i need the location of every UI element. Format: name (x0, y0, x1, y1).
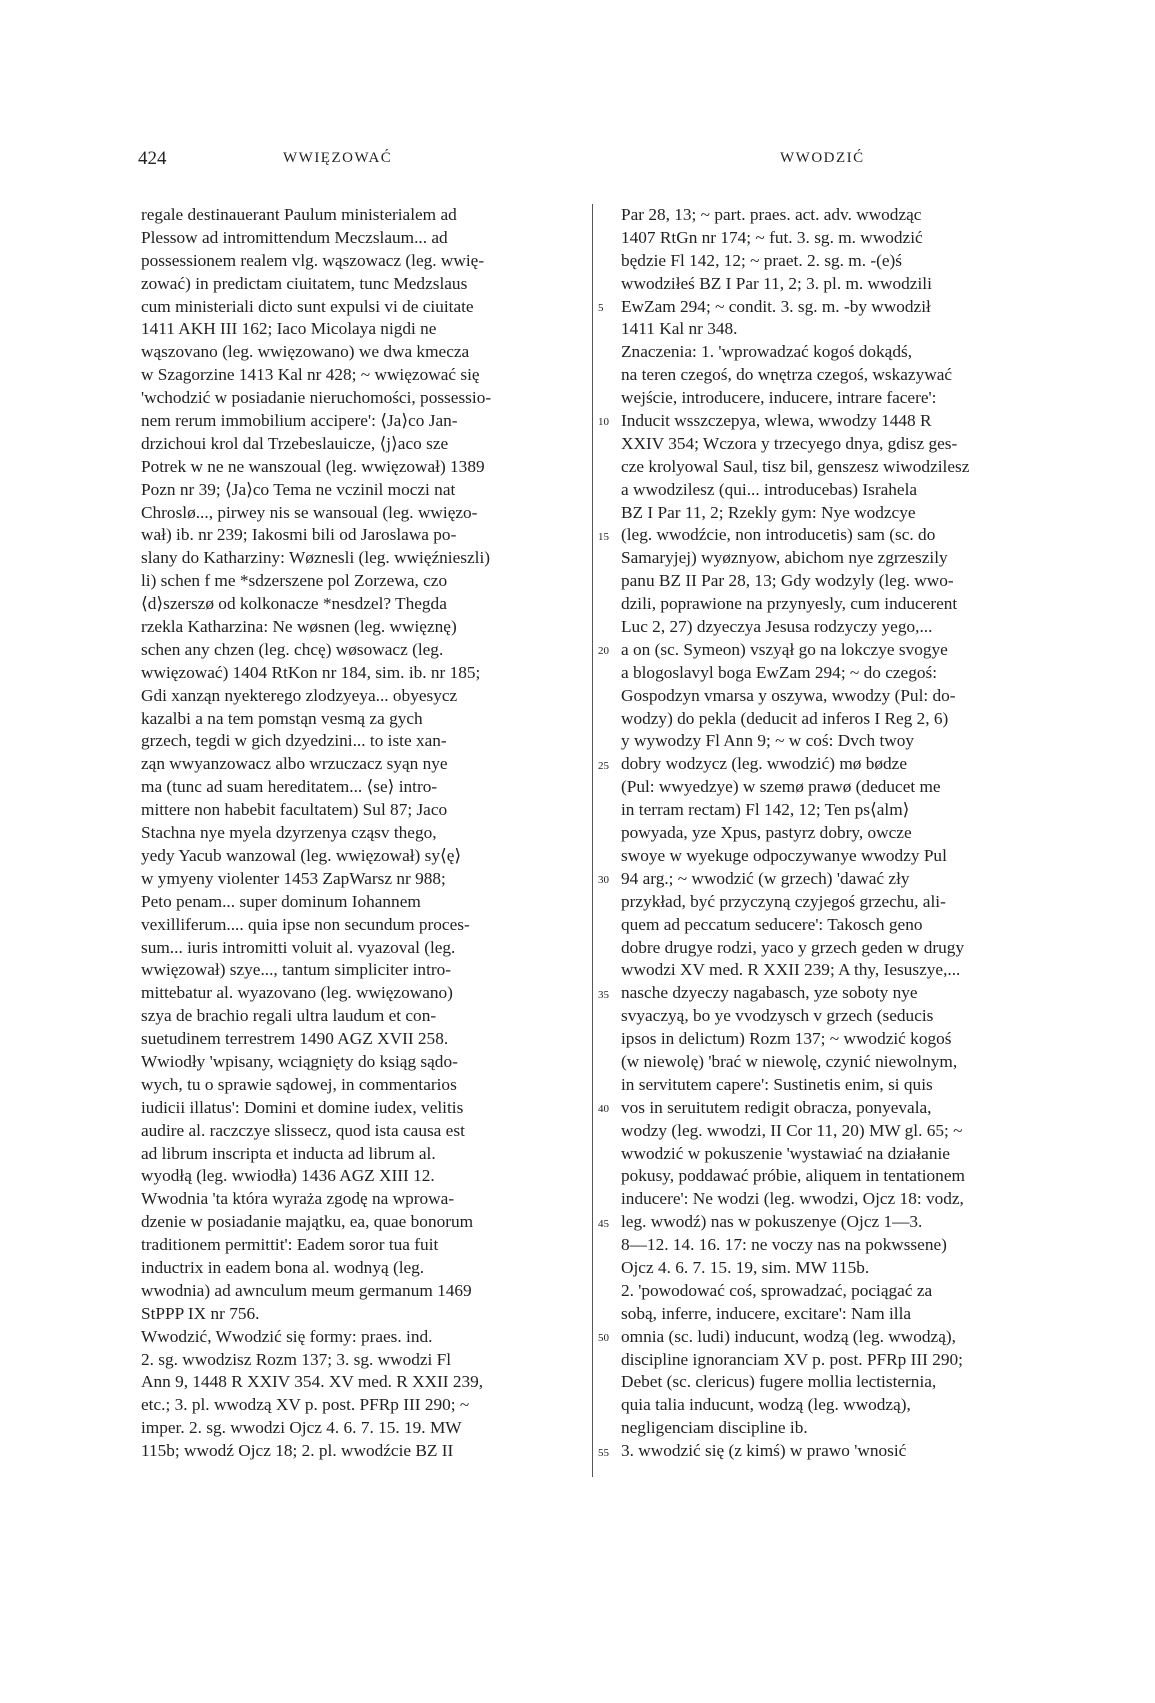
running-head-left: WWIĘZOWAĆ (283, 150, 393, 166)
text-line: a blogoslavyl boga EwZam 294; ~ do czegoś: (621, 662, 938, 682)
right-column (621, 204, 1048, 1463)
running-head-right: WWODZIĆ (780, 150, 865, 166)
text-line: 2. sg. wwodzisz Rozm 137; 3. sg. wwodzi Fl (141, 1349, 452, 1369)
text-line: mittebatur al. wyazovano (leg. wwięzowano) (141, 983, 453, 1003)
text-line: a on (sc. Symeon) vszyął go na lokczye svogye (621, 639, 948, 659)
line-number: 45 (598, 1217, 609, 1230)
text-line: sobą, inferre, inducere, excitare': Nam illa (621, 1303, 912, 1323)
text-line: 1407 RtGn nr 174; ~ fut. 3. sg. m. wwodzić (621, 227, 923, 247)
text-line: szya de brachio regali ultra laudum et con- (141, 1006, 437, 1026)
text-line: Ojcz 4. 6. 7. 15. 19, sim. MW 115b. (621, 1257, 870, 1277)
text-line: wwodzi XV med. R XXII 239; A thy, Iesuszye,... (621, 960, 961, 980)
text-line: przykład, być przyczyną czyjegoś grzechu, ali- (621, 891, 946, 911)
line-number: 15 (598, 530, 609, 543)
text-line: 1411 AKH III 162; Iaco Micolaya nigdi ne (141, 319, 437, 339)
text-line: Plessow ad intromittendum Meczslaum... ad (141, 227, 448, 247)
text-line: slany do Katharziny: Wøznesli (leg. wwięźnieszli) (141, 548, 491, 568)
text-line: Par 28, 13; ~ part. praes. act. adv. wwodząc (621, 205, 922, 224)
text-line: Inducit wsszczepya, wlewa, wwodzy 1448 R (621, 411, 932, 431)
text-line: (Pul: wwyedzye) w szemø prawø (deducet me (621, 777, 941, 797)
text-line: 115b; wwodź Ojcz 18; 2. pl. wwodźcie BZ II (141, 1441, 454, 1461)
text-line: kazalbi a na tem pomstąn vesmą za gych (141, 708, 423, 728)
text-line: 3. wwodzić się (z kimś) w prawo 'wnosić (621, 1441, 907, 1461)
text-line: sum... iuris intromitti voluit al. vyazoval (leg. (141, 937, 456, 957)
line-number: 20 (598, 645, 609, 658)
text-line: Gospodzyn vmarsa y oszywa, wwodzy (Pul: do- (621, 685, 956, 705)
text-line: Potrek w ne ne wanszoual (leg. wwięzował) 1389 (141, 456, 485, 476)
text-line: in servitutem capere': Sustinetis enim, si quis (621, 1074, 933, 1094)
text-line: rzekla Katharzina: Ne wøsnen (leg. wwięznę) (141, 617, 457, 637)
text-line: Pozn nr 39; ⟨Ja⟩co Tema ne vczinil moczi nat (141, 479, 456, 499)
text-line: ma (tunc ad suam hereditatem... ⟨se⟩ intro- (141, 777, 438, 797)
text-line: wąszovano (leg. wwięzowano) we dwa kmecza (141, 342, 470, 362)
page-header (0, 148, 1155, 178)
text-line: nem rerum immobilium accipere': ⟨Ja⟩co Jan- (141, 411, 458, 431)
text-line: leg. wwodź) nas w pokuszenye (Ojcz 1—3. (621, 1212, 923, 1232)
text-line: ipsos in delictum) Rozm 137; ~ wwodzić kogoś (621, 1029, 952, 1049)
text-line: Ann 9, 1448 R XXIV 354. XV med. R XXII 239, (141, 1372, 484, 1392)
text-line: drzichoui krol dal Trzebeslauicze, ⟨j⟩aco sze (141, 433, 449, 453)
text-line: audire al. raczczye slissecz, quod ista causa est (141, 1120, 465, 1140)
text-line: 8—12. 14. 16. 17: ne voczy nas na pokwssene) (621, 1235, 947, 1255)
text-line: BZ I Par 11, 2; Rzekly gym: Nye wodzcye (621, 502, 916, 522)
text-line: nasche dzyeczy nagabasch, yze soboty nye (621, 983, 918, 1003)
text-line: Gdi xanząn nyekterego zlodzyeya... obyesycz (141, 685, 458, 705)
text-line: discipline ignoranciam XV p. post. PFRp III 290; (621, 1349, 963, 1369)
text-line: y wywodzy Fl Ann 9; ~ w coś: Dvch twoy (621, 731, 915, 751)
text-line: Stachna nye myela dzyrzenya cząsv thego, (141, 823, 437, 843)
text-line: Peto penam... super dominum Iohannem (141, 891, 421, 911)
text-line: zować) in predictam ciuitatem, tunc Medzslaus (141, 273, 468, 293)
text-line: negligenciam discipline ib. (621, 1418, 808, 1438)
text-line: wych, tu o sprawie sądowej, in commentarios (141, 1074, 457, 1094)
line-number: 10 (598, 416, 609, 429)
text-line: Samaryjej) wyøznyow, abichom nye zgrzeszily (621, 548, 948, 568)
text-line: schen any chzen (leg. chcę) wøsowacz (leg. (141, 639, 444, 659)
text-line: EwZam 294; ~ condit. 3. sg. m. -by wwodził (621, 296, 931, 316)
text-line: wwodziłeś BZ I Par 11, 2; 3. pl. m. wwodzili (621, 273, 932, 293)
text-line: wwięzował) szye..., tantum simpliciter intro- (141, 960, 452, 980)
text-line: cze krolyowal Saul, tisz bil, genszesz wiwodzilesz (621, 456, 970, 476)
text-line: vexilliferum.... quia ipse non secundum proces- (141, 914, 470, 934)
text-line: a wwodzilesz (qui... introducebas) Israhela (621, 479, 918, 499)
text-line: inducere': Ne wodzi (leg. wwodzi, Ojcz 18: vodz, (621, 1189, 964, 1209)
text-line: ⟨d⟩szerszø od kolkonacze *nesdzel? Thegda (141, 594, 447, 614)
text-line: dobre drugye rodzi, yaco y grzech geden w drugy (621, 937, 965, 957)
text-line: grzech, tegdi w gich dzyedzini... to iste xan- (141, 731, 447, 751)
text-line: dzili, poprawione na przynyesly, cum inducerent (621, 594, 958, 614)
text-line: imper. 2. sg. wwodzi Ojcz 4. 6. 7. 15. 19. MW (141, 1418, 462, 1438)
text-line: ad librum inscripta et inducta ad librum al. (141, 1143, 436, 1163)
line-number: 30 (598, 874, 609, 887)
text-line: pokusy, poddawać próbie, aliquem in tentationem (621, 1166, 965, 1186)
text-line: wyodłą (leg. wwiodła) 1436 AGZ XIII 12. (141, 1166, 435, 1186)
text-line: Luc 2, 27) dzyeczya Jesusa rodzyczy yego,... (621, 617, 933, 637)
text-line: wodzy (leg. wwodzi, II Cor 11, 20) MW gl. 65; ~ (621, 1120, 963, 1140)
text-line: 94 arg.; ~ wwodzić (w grzech) 'dawać zły (621, 868, 910, 888)
text-line: mittere non habebit facultatem) Sul 87; Jaco (141, 800, 448, 820)
text-line: w ymyeny violenter 1453 ZapWarsz nr 988; (141, 868, 446, 888)
text-line: wwięzować) 1404 RtKon nr 184, sim. ib. nr 185; (141, 662, 481, 682)
text-line: quem ad peccatum seducere': Takosch geno (621, 914, 923, 934)
text-line: swoye w wyekuge odpoczywanye wwodzy Pul (621, 845, 947, 865)
line-number: 55 (598, 1446, 609, 1459)
text-line: inductrix in eadem bona al. wodnyą (leg. (141, 1257, 425, 1277)
text-line: Znaczenia: 1. 'wprowadzać kogoś dokądś, (621, 342, 913, 362)
column-divider (592, 204, 593, 1477)
text-line: regale destinauerant Paulum ministerialem ad (141, 205, 457, 224)
text-line: ząn wwyanzowacz albo wrzuczacz syąn nye (141, 754, 448, 774)
text-line: vos in seruitutem redigit obracza, ponyevala, (621, 1097, 932, 1117)
text-line: 'wchodzić w posiadanie nieruchomości, possessio- (141, 388, 492, 408)
text-line: possessionem realem vlg. wąszowacz (leg. wwię- (141, 250, 485, 270)
text-line: cum ministeriali dicto sunt expulsi vi de ciuitate (141, 296, 474, 316)
text-line: powyada, yze Xpus, pastyrz dobry, owcze (621, 823, 912, 843)
line-number: 40 (598, 1103, 609, 1116)
text-line: w Szagorzine 1413 Kal nr 428; ~ wwięzować się (141, 365, 480, 385)
text-line: Chroslø..., pirwey nis se wansoual (leg. wwięzo- (141, 502, 478, 522)
text-line: wodzy) do pekla (deducit ad inferos I Reg 2, 6) (621, 708, 949, 728)
text-line: dobry wodzycz (leg. wwodzić) mø bødze (621, 754, 908, 774)
text-line: suetudinem terrestrem 1490 AGZ XVII 258. (141, 1029, 449, 1049)
text-line: yedy Yacub wanzowal (leg. wwięzował) sy⟨ę⟩ (141, 845, 462, 865)
line-number: 50 (598, 1332, 609, 1345)
text-line: svyaczyą, bo ye vvodzysch v grzech (seducis (621, 1006, 934, 1026)
text-line: (w niewolę) 'brać w niewolę, czynić niewolnym, (621, 1051, 958, 1071)
text-line: dzenie w posiadanie majątku, ea, quae bonorum (141, 1212, 474, 1232)
text-line: li) schen f me *sdzerszene pol Zorzewa, czo (141, 571, 448, 591)
text-line: Wwodnia 'ta która wyraża zgodę na wprowa- (141, 1189, 455, 1209)
text-line: XXIV 354; Wczora y trzecyego dnya, gdisz ges- (621, 433, 958, 453)
text-line: in terram rectam) Fl 142, 12; Ten ps⟨alm⟩ (621, 800, 910, 820)
text-line: 2. 'powodować coś, sprowadzać, pociągać za (621, 1280, 933, 1300)
text-line: na teren czegoś, do wnętrza czegoś, wskazywać (621, 365, 953, 385)
text-line: wejście, introducere, inducere, intrare facere': (621, 388, 937, 408)
text-line: Wwodzić, Wwodzić się formy: praes. ind. (141, 1326, 433, 1346)
text-line: traditionem permittit': Eadem soror tua fuit (141, 1235, 439, 1255)
text-line: wwodzić w pokuszenie 'wystawiać na działanie (621, 1143, 950, 1163)
text-line: 1411 Kal nr 348. (621, 319, 738, 339)
text-line: wał) ib. nr 239; Iakosmi bili od Jaroslawa po- (141, 525, 457, 545)
text-line: (leg. wwodźcie, non introducetis) sam (sc. do (621, 525, 936, 545)
left-column (141, 204, 568, 1463)
text-line: omnia (sc. ludi) inducunt, wodzą (leg. wwodzą), (621, 1326, 956, 1346)
text-line: Wwiodły 'wpisany, wciągnięty do ksiąg sądo- (141, 1051, 458, 1071)
text-line: Debet (sc. clericus) fugere mollia lectisternia, (621, 1372, 937, 1392)
text-line: etc.; 3. pl. wwodzą XV p. post. PFRp III 290; ~ (141, 1395, 470, 1415)
line-number: 35 (598, 988, 609, 1001)
text-line: iudicii illatus': Domini et domine iudex, velitis (141, 1097, 464, 1117)
line-number: 25 (598, 759, 609, 772)
page-number: 424 (138, 148, 167, 169)
text-line: panu BZ II Par 28, 13; Gdy wodzyly (leg. wwo- (621, 571, 954, 591)
line-number: 5 (598, 301, 604, 314)
text-line: StPPP IX nr 756. (141, 1303, 260, 1323)
text-line: quia talia inducunt, wodzą (leg. wwodzą), (621, 1395, 911, 1415)
text-line: będzie Fl 142, 12; ~ praet. 2. sg. m. -(e)ś (621, 250, 902, 270)
text-line: wwodnia) ad awnculum meum germanum 1469 (141, 1280, 472, 1300)
